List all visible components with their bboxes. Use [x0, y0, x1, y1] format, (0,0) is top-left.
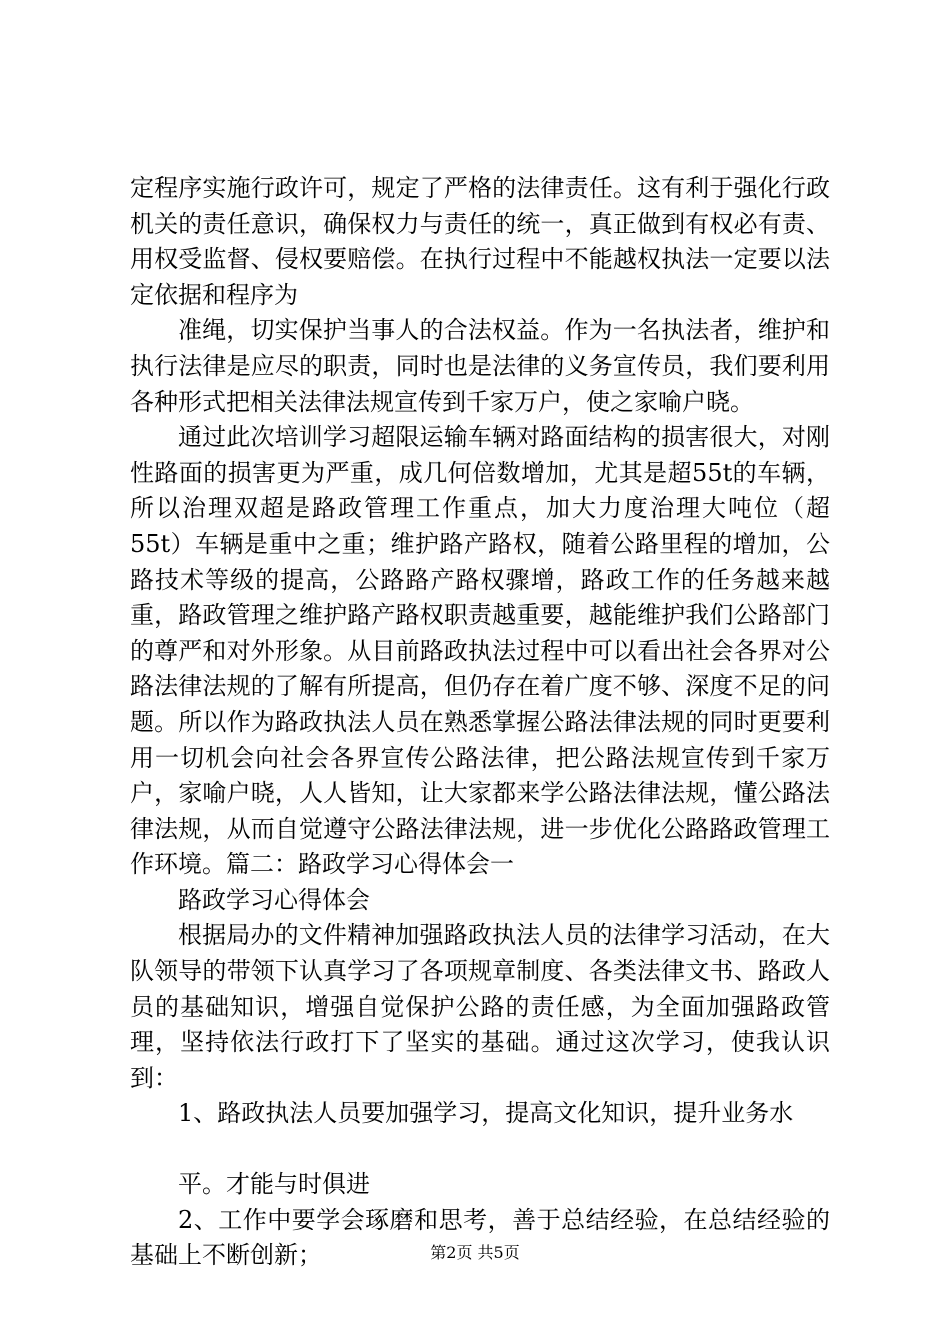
paragraph-3: 通过此次培训学习超限运输车辆对路面结构的损害很大，对刚性路面的损害更为严重，成几何倍数增加，尤其是超55t的车辆，所以治理双超是路政管理工作重点，加大力度治理大吨位（超55t）车辆是重中之重；维护路产路权，随着公路里程的增加，公路技术等级的提高，公路路产路权骤增，路政工作的任务越来越重，路政管理之维护路产路权职责越重要，越能维护我们公路部门的尊严和对外形象。从目前路政执法过程中可以看出社会各界对公路法律法规的了解有所提高，但仍存在着广度不够、深度不足的问题。所以作为路政执法人员在熟悉掌握公路法律法规的同时更要利用一切机会向社会各界宣传公路法律，把公路法规宣传到千家万户，家喻户晓，人人皆知，让大家都来学公路法律法规，懂公路法律法规，从而自觉遵守公路法律法规，进一步优化公路路政管理工作环境。篇二：路政学习心得体会一 — [130, 423, 830, 879]
page-number-footer: 第2页 共5页 — [430, 1243, 520, 1262]
paragraph-4: 根据局办的文件精神加强路政执法人员的法律学习活动，在大队领导的带领下认真学习了各项规章制度、各类法律文书、路政人员的基础知识，增强自觉保护公路的责任感，为全面加强路政管理，坚持依法行政打下了坚实的基础。通过这次学习，使我认识到： — [130, 921, 830, 1092]
body-text — [130, 171, 830, 1274]
paragraph-2: 准绳，切实保护当事人的合法权益。作为一名执法者，维护和执行法律是应尽的职责，同时也是法律的义务宣传员，我们要利用各种形式把相关法律法规宣传到千家万户，使之家喻户晓。 — [130, 316, 830, 416]
list-item-1-continued: 平。才能与时俱进 — [178, 1170, 370, 1199]
list-item-1: 1、路政执法人员要加强学习，提高文化知识，提升业务水 — [178, 1099, 794, 1128]
list-item-2: 2、工作中要学会琢磨和思考，善于总结经验，在总结经验的基础上不断创新； — [130, 1205, 830, 1270]
blank-line — [130, 1132, 830, 1167]
section-heading: 路政学习心得体会 — [178, 885, 370, 914]
paragraph-1: 定程序实施行政许可，规定了严格的法律责任。这有利于强化行政机关的责任意识，确保权力与责任的统一，真正做到有权必有责、用权受监督、侵权要赔偿。在执行过程中不能越权执法一定要以法定依据和程序为 — [130, 174, 830, 309]
